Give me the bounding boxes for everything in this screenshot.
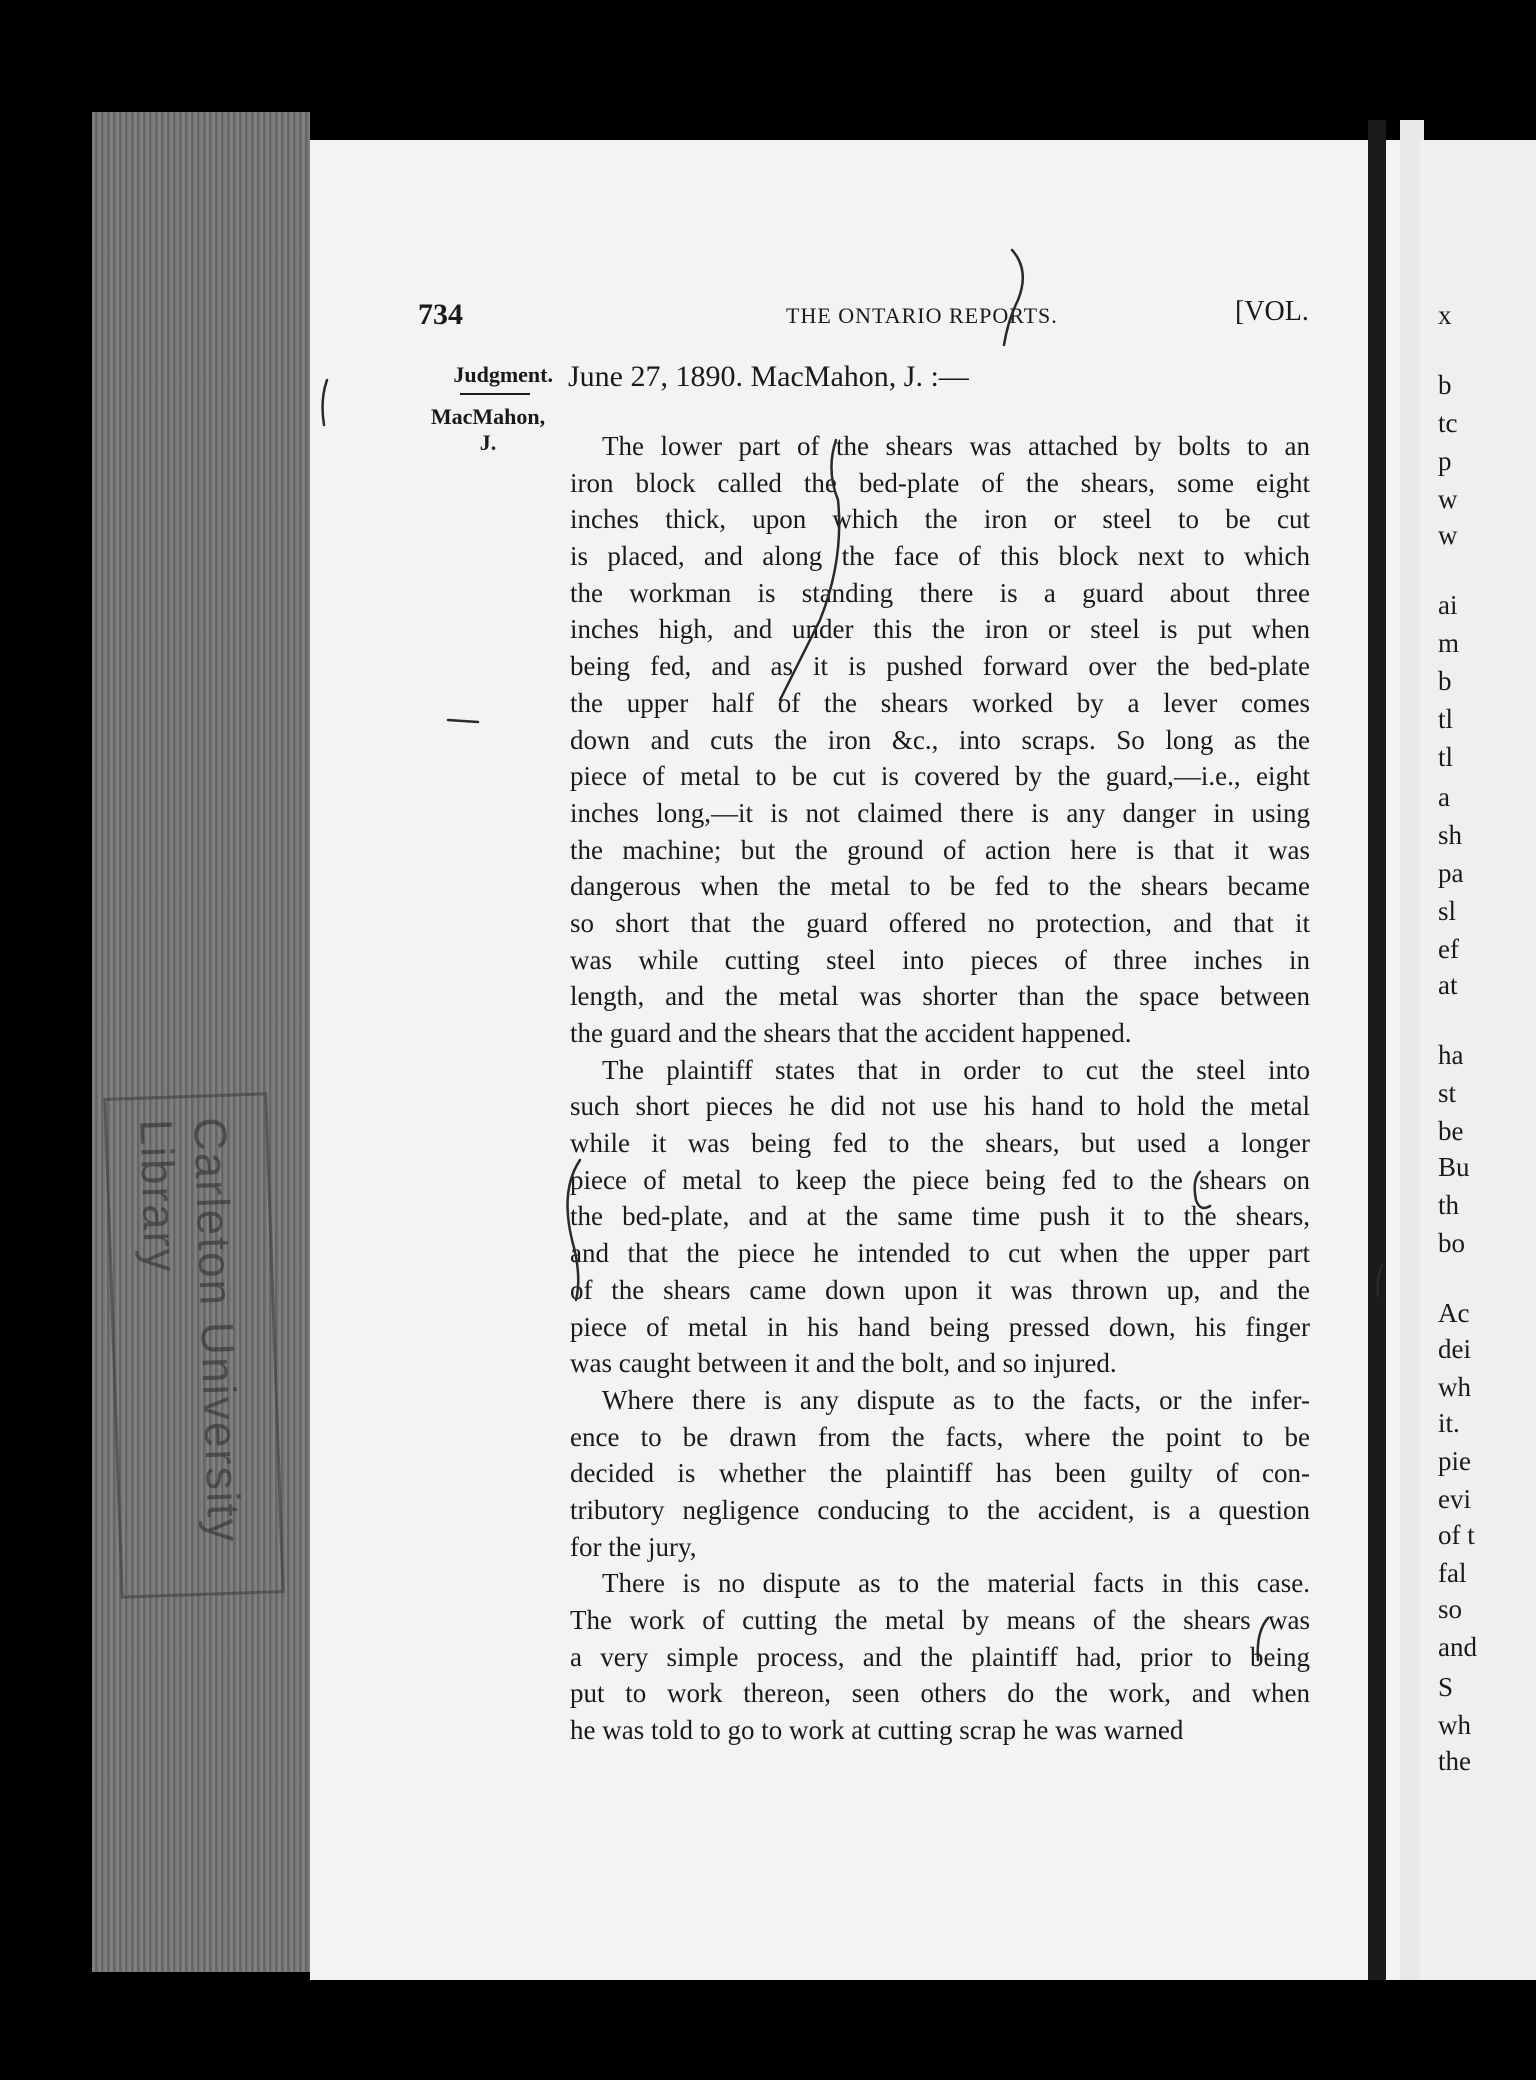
facing-page-fragment: at [1438, 970, 1458, 1000]
facing-page-fragment: pie [1438, 1446, 1471, 1476]
text-line: inches high, and under this the iron or steel is put when [570, 614, 1310, 645]
facing-page-fragment: wh [1438, 1372, 1471, 1402]
facing-page-fragment: evi [1438, 1484, 1471, 1514]
text-line: piece of metal to be cut is covered by the guard,—i.e., eight [570, 761, 1310, 792]
facing-page-fragment: it. [1438, 1408, 1460, 1438]
facing-page-fragment: dei [1438, 1334, 1471, 1364]
body-text [570, 428, 1310, 1749]
facing-page-fragment: m [1438, 628, 1460, 658]
text-line: inches thick, upon which the iron or steel to be cut [570, 504, 1310, 535]
text-line: decided is whether the plaintiff has been guilty of con- [570, 1458, 1310, 1489]
facing-page-fragment: x [1438, 300, 1452, 330]
text-line: so short that the guard offered no protection, and that it [570, 907, 1310, 938]
library-stamp [103, 1092, 284, 1598]
facing-page-fragment: w [1438, 520, 1458, 550]
margin-judge-title: J. [479, 430, 497, 455]
paragraph [570, 428, 1310, 1052]
facing-page-fragment: th [1438, 1190, 1460, 1220]
facing-page-fragment: be [1438, 1116, 1464, 1146]
text-line: iron block called the bed-plate of the shears, some eight [570, 467, 1310, 498]
text-line: the bed-plate, and at the same time push it to the shears, [570, 1201, 1310, 1232]
paragraph [570, 1052, 1310, 1382]
text-line: the workman is standing there is a guard about three [570, 577, 1310, 608]
text-line: such short pieces he did not use his hand to hold the metal [570, 1091, 1310, 1122]
facing-page-fragment: of t [1438, 1520, 1475, 1550]
text-line: length, and the metal was shorter than the space between [570, 981, 1310, 1012]
facing-page-fragment: the [1438, 1746, 1471, 1776]
text-line: put to work thereon, seen others do the work, and when [570, 1678, 1310, 1709]
facing-page-fragment: sl [1438, 896, 1457, 926]
text-line: of the shears came down upon it was thrown up, and the [570, 1274, 1310, 1305]
text-line: piece of metal to keep the piece being fed to the shears on [570, 1164, 1310, 1195]
text-line: Where there is any dispute as to the facts, or the infer- [602, 1384, 1310, 1415]
margin-note-judgment: Judgment. [453, 362, 553, 387]
text-line: There is no dispute as to the material facts in this case. [602, 1568, 1310, 1599]
text-line: being fed, and as it is pushed forward over the bed-plate [570, 651, 1310, 682]
margin-rule [460, 393, 530, 395]
facing-page-fragment: b [1438, 666, 1452, 696]
text-line: ence to be drawn from the facts, where the point to be [570, 1421, 1310, 1452]
facing-page-fragment: ef [1438, 934, 1459, 964]
text-line: the machine; but the ground of action here is that it was [570, 834, 1310, 865]
facing-page-fragment: S [1438, 1672, 1454, 1702]
text-line: a very simple process, and the plaintiff had, prior to being [570, 1641, 1310, 1672]
facing-page-fragment: wh [1438, 1710, 1471, 1740]
paragraph [570, 1565, 1310, 1748]
page-gutter [1368, 120, 1386, 1980]
page-number: 734 [418, 298, 463, 331]
text-line: the upper half of the shears worked by a lever comes [570, 687, 1310, 718]
text-line: The work of cutting the metal by means of the shears was [570, 1605, 1310, 1635]
facing-page-fragment: so [1438, 1594, 1463, 1624]
margin-judge-name: MacMahon, [430, 404, 546, 429]
text-line: the guard and the shears that the accident happened. [570, 1018, 1132, 1048]
facing-page-fragment: pa [1438, 858, 1464, 888]
text-line: tributory negligence conducing to the accident, is a question [570, 1494, 1310, 1525]
text-line: was while cutting steel into pieces of three inches in [570, 944, 1310, 975]
text-line: The plaintiff states that in order to cut the steel into [602, 1054, 1310, 1085]
text-line: was caught between it and the bolt, and so injured. [570, 1348, 1117, 1379]
facing-page-fragment: and [1438, 1632, 1477, 1662]
stamp-text: Carleton University Library [130, 1116, 251, 1545]
facing-page-fragment: a [1438, 782, 1450, 812]
text-line: while it was being fed to the shears, but used a longer [570, 1128, 1310, 1159]
facing-page [1420, 140, 1536, 1980]
running-head: THE ONTARIO REPORTS. [786, 303, 1058, 328]
text-line: he was told to go to work at cutting scrap he was warned [570, 1715, 1184, 1746]
facing-page-fragment: tl [1438, 742, 1454, 772]
paragraph [570, 1382, 1310, 1565]
text-line: is placed, and along the face of this block next to which [570, 541, 1310, 572]
book-fore-edge [92, 112, 310, 1972]
facing-page-fragment: w [1438, 484, 1458, 514]
volume-mark: [VOL. [1235, 296, 1309, 327]
facing-page-fragment: st [1438, 1078, 1457, 1108]
text-line: dangerous when the metal to be fed to the shears became [570, 871, 1310, 902]
text-line: for the jury, [570, 1531, 697, 1562]
facing-page-fragment: tc [1438, 408, 1458, 438]
facing-page-fragment: tl [1438, 704, 1454, 734]
facing-page-fragment: Ac [1438, 1298, 1470, 1328]
facing-page-fragment: p [1438, 446, 1452, 476]
facing-page-fragment: sh [1438, 820, 1463, 850]
text-line: piece of metal in his hand being pressed down, his finger [570, 1311, 1310, 1342]
text-line: inches long,—it is not claimed there is any danger in using [570, 797, 1310, 828]
facing-page-fragment: fal [1438, 1558, 1467, 1588]
facing-page-fragment: b [1438, 370, 1452, 400]
text-line: The lower part of the shears was attached by bolts to an [602, 431, 1310, 461]
judgment-dateline: June 27, 1890. MacMahon, J. :— [568, 360, 969, 393]
text-line: down and cuts the iron &c., into scraps. So long as the [570, 724, 1310, 755]
facing-page-fragment: Bu [1438, 1152, 1470, 1182]
margin-note-judge [430, 404, 546, 456]
facing-page-fragment: ai [1438, 590, 1458, 620]
text-line: and that the piece he intended to cut when the upper part [570, 1238, 1310, 1269]
facing-page-fragment: ha [1438, 1040, 1464, 1070]
facing-page-fragment: bo [1438, 1228, 1465, 1258]
